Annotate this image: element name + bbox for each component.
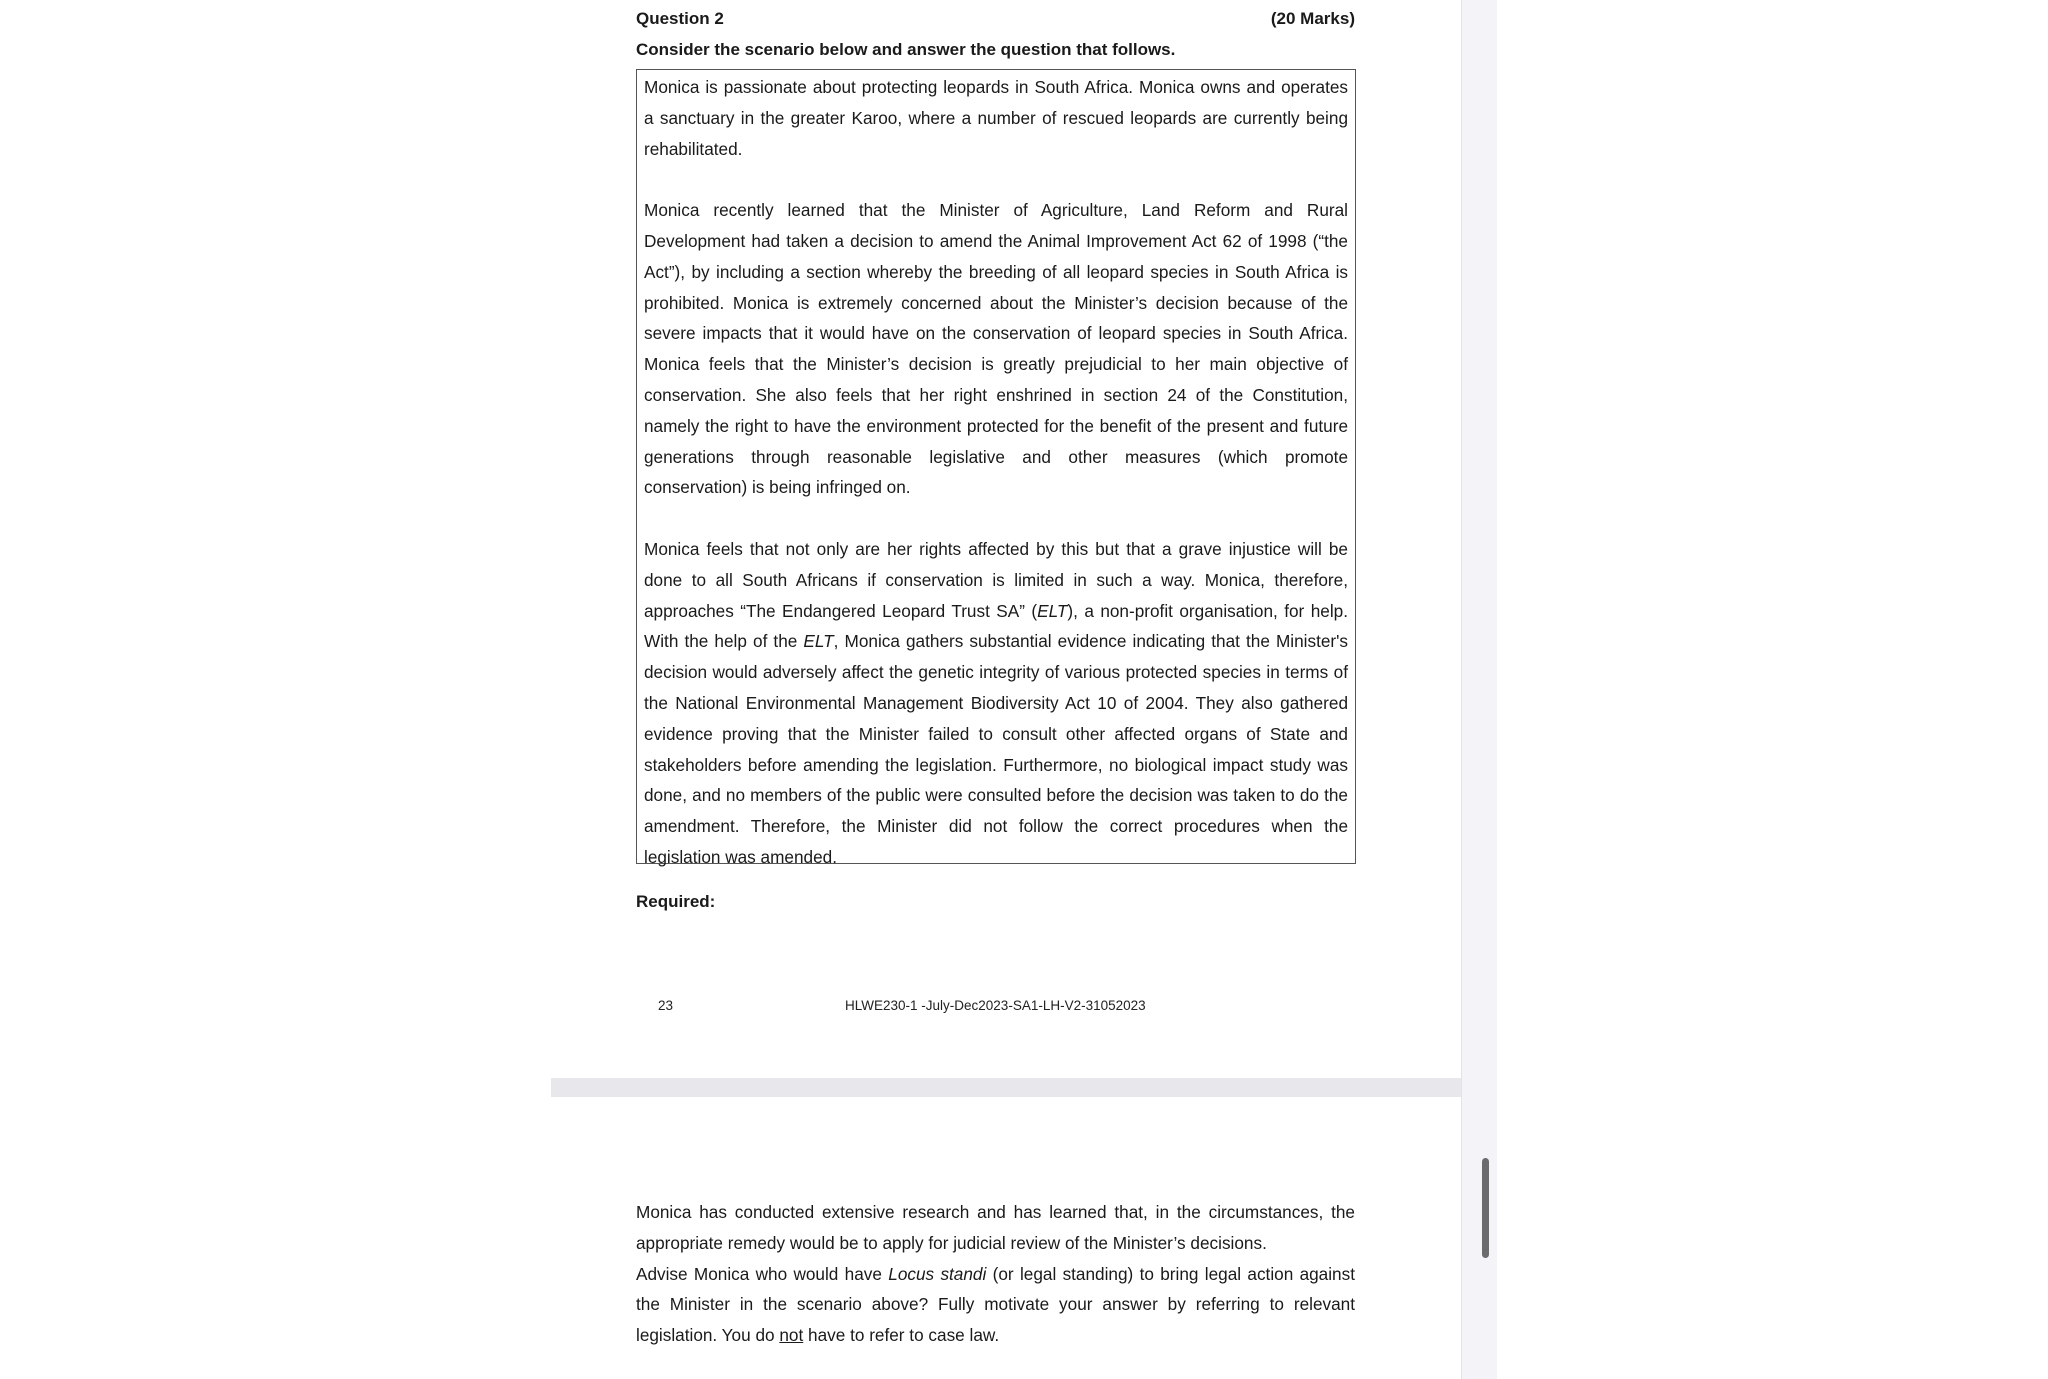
question-instruction: Consider the scenario below and answer the question that follows. <box>636 40 1176 59</box>
required-question-text <box>636 1197 1355 1351</box>
remedy-paragraph: Monica has conducted extensive research and has learned that, in the circumstances, the appropriate remedy would be to apply for judicial review of the Minister’s decisions. <box>636 1202 1355 1253</box>
required-label: Required: <box>636 892 716 911</box>
document-viewer[interactable] <box>551 0 1497 1379</box>
page-number: 23 <box>658 998 674 1013</box>
scrollbar-track[interactable] <box>1461 0 1497 1379</box>
document-page-24 <box>551 1097 1461 1379</box>
scenario-paragraph-2: Monica recently learned that the Minister of Agriculture, Land Reform and Rural Development had taken a decision to amend the Animal Improvement Act 62 of 1998 (“the Act”), by including a section whereby the breeding of all leopard species in South Africa is prohibited. Monica is extremely concerned about the Minister’s decision because of the severe impacts that it would have on the conservation of leopard species in South Africa. Monica feels that the Minister’s decision is greatly prejudicial to her main objective of conservation. She also feels that her right enshrined in section 24 of the Constitution, namely the right to have the environment protected for the benefit of the present and future generations through reasonable legislative and other measures (which promote conservation) is being infringed on. <box>644 200 1348 498</box>
question-marks: (20 Marks) <box>1270 9 1355 28</box>
page-separator <box>551 1078 1461 1097</box>
scenario-paragraph-1: Monica is passionate about protecting leopards in South Africa. Monica owns and operates a sanctuary in the greater Karoo, where a number of rescued leopards are currently being rehabilitated. <box>644 77 1348 159</box>
scenario-paragraph-3 <box>644 534 1348 873</box>
scenario-text: ), a non-profit organisation, for help. With the help of the <box>644 600 1348 652</box>
document-page-23 <box>551 0 1461 1078</box>
elt-abbreviation: ELT <box>803 631 834 652</box>
advise-text: have to refer to case law. <box>803 1325 1000 1346</box>
scrollbar-thumb[interactable] <box>1482 1158 1489 1258</box>
advise-text: Advise Monica who would have <box>636 1263 889 1284</box>
locus-standi-term: Locus standi <box>888 1263 987 1284</box>
not-emphasis: not <box>779 1325 804 1346</box>
scenario-text: , Monica gathers substantial evidence indicating that the Minister's decision would adversely affect the genetic integrity of various protected species in terms of the National Environmental Management Biodiversity Act 10 of 2004. They also gathered evidence proving that the Minister failed to consult other affected organs of State and stakeholders before amending the legislation. Furthermore, no biological impact study was done, and no members of the public were consulted before the decision was taken to do the amendment. Therefore, the Minister did not follow the correct procedures when the legislation was amended. <box>644 631 1348 867</box>
scenario-text: Monica feels that not only are her rights affected by this but that a grave injustice will be done to all South Africans if conservation is limited in such a way. Monica, therefore, approaches “The Endangered Leopard Trust SA” ( <box>644 538 1348 621</box>
question-header <box>636 9 1355 31</box>
advise-text: (or legal standing) to bring legal action against the Minister in the scenario above? Fully motivate your answer by referring to relevant legislation. You do <box>636 1263 1355 1346</box>
question-title: Question 2 <box>636 9 724 28</box>
document-code: HLWE230-1 -July-Dec2023-SA1-LH-V2-31052023 <box>845 998 1146 1013</box>
advise-paragraph <box>636 1259 1355 1351</box>
elt-abbreviation: ELT <box>1037 600 1068 621</box>
scenario-box <box>636 69 1356 867</box>
